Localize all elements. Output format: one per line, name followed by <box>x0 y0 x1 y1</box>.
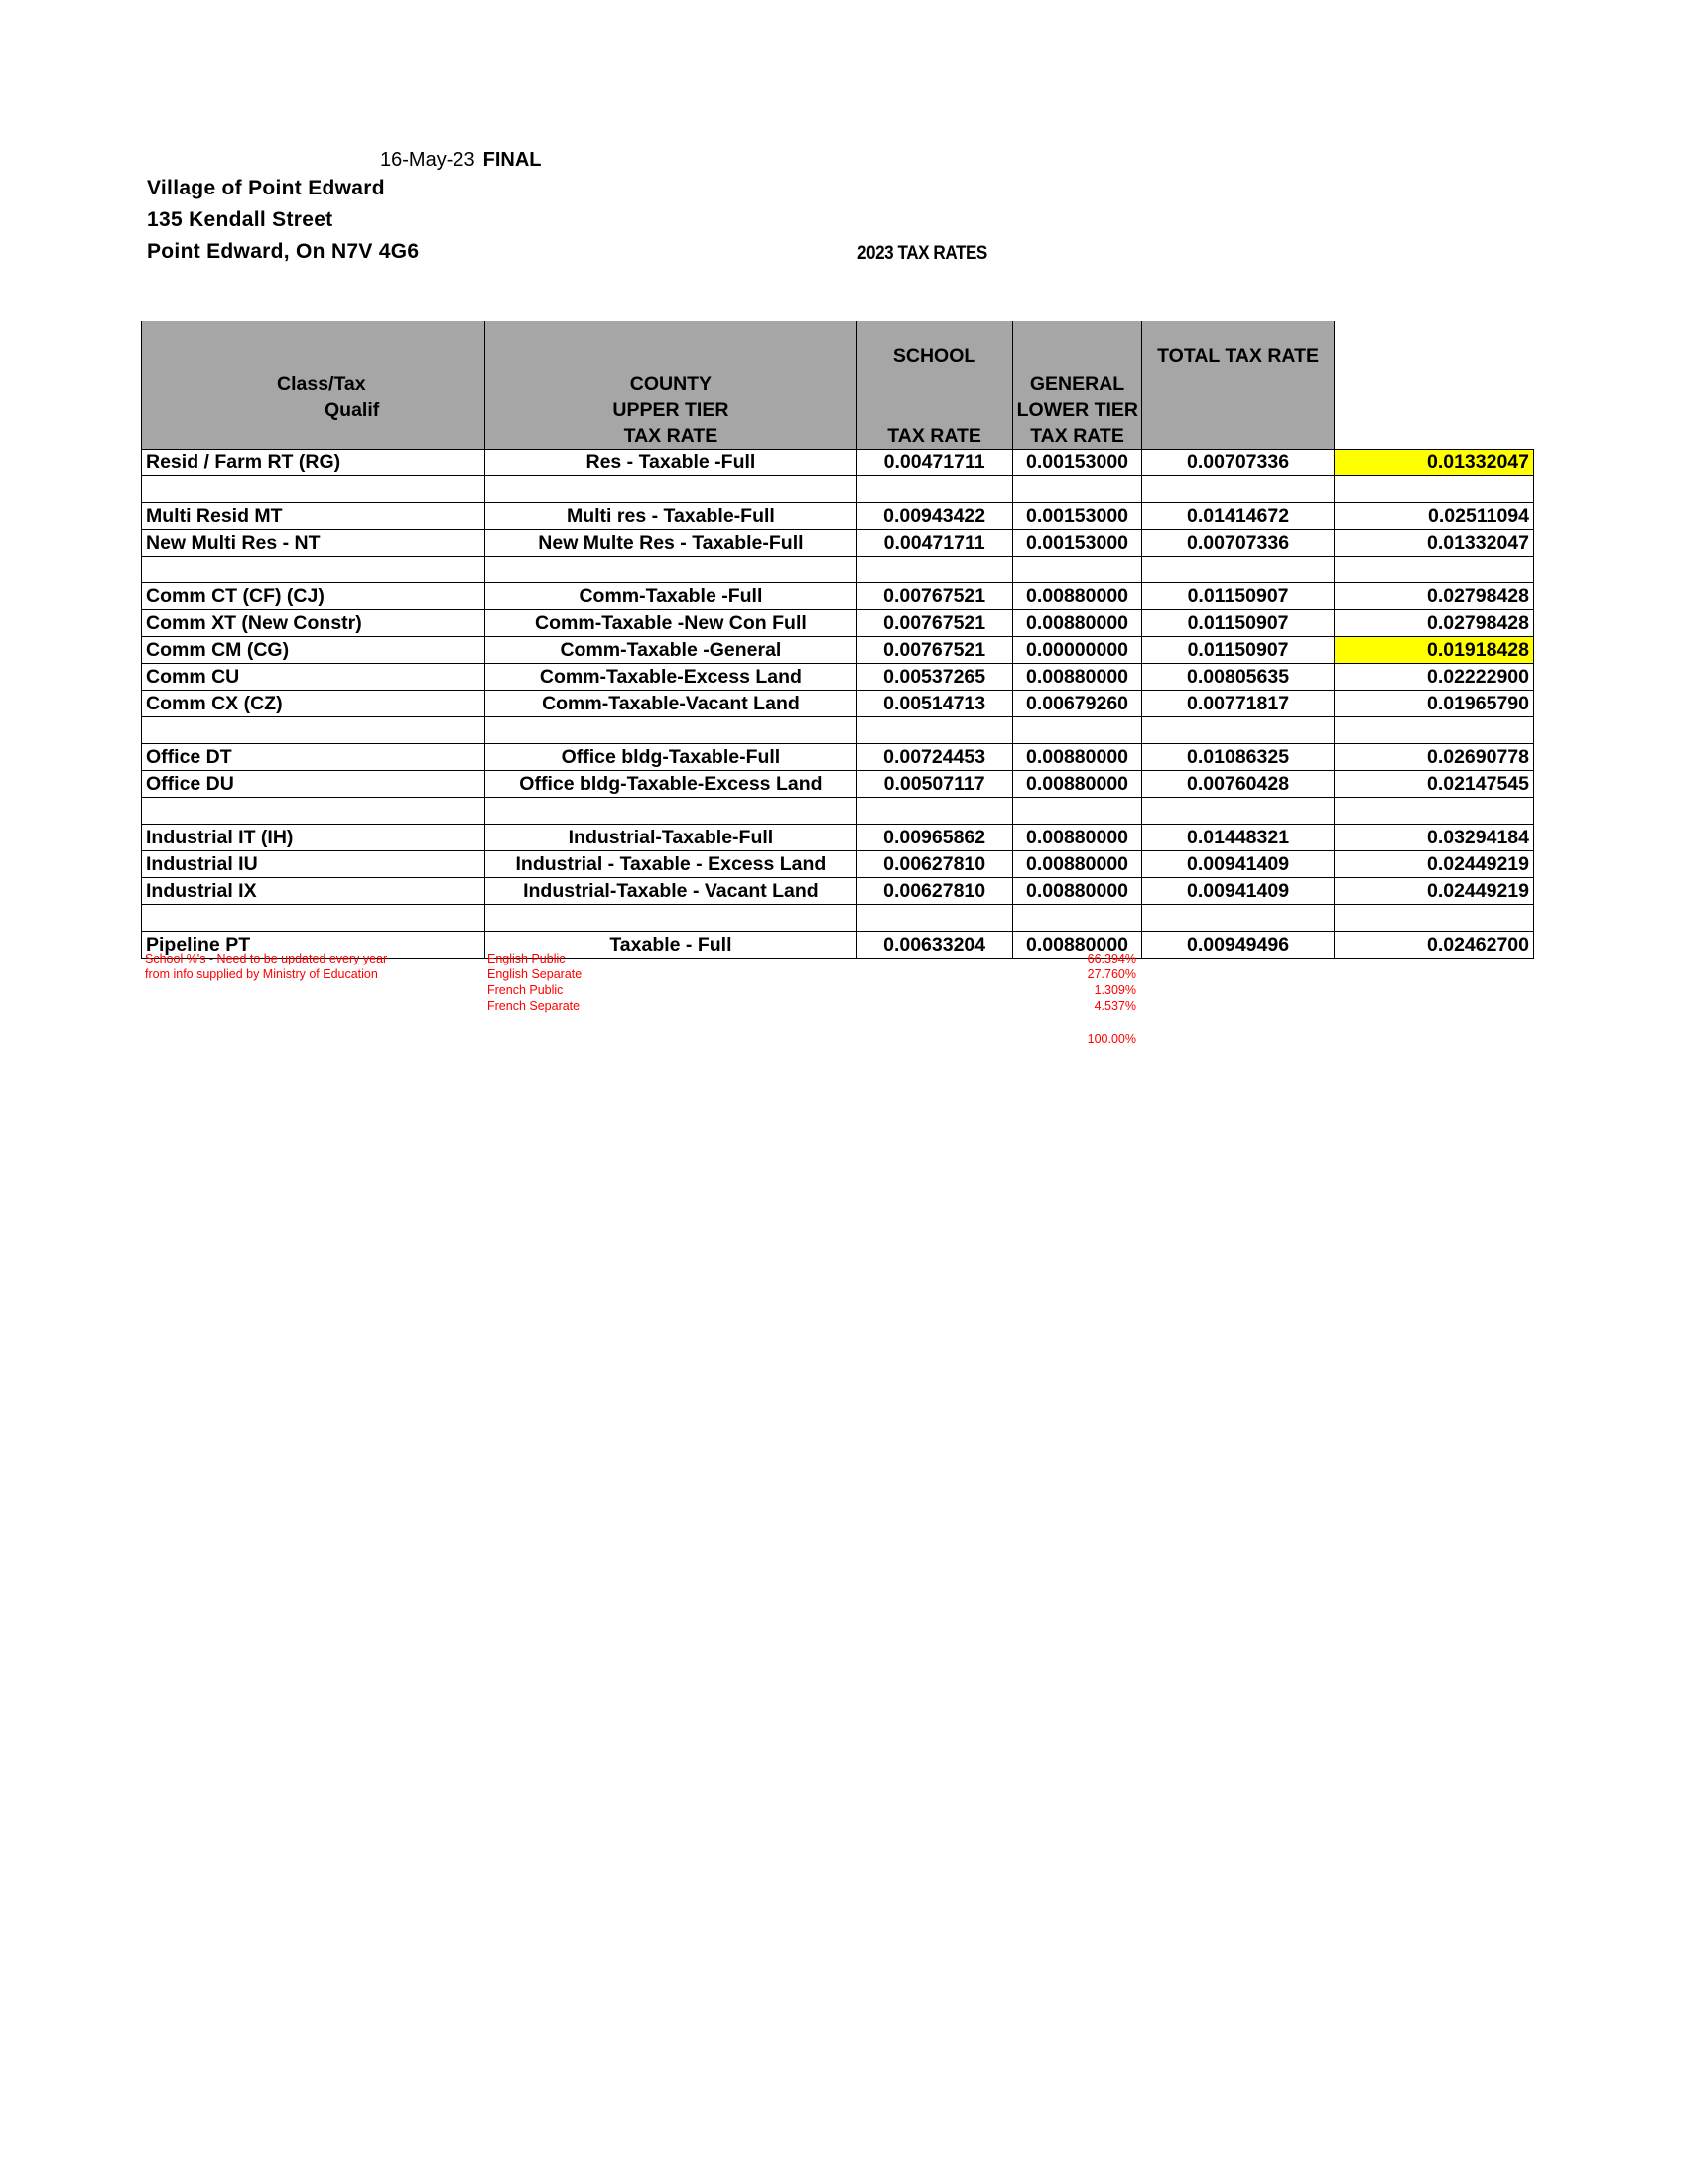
county-rate-cell: 0.00633204 <box>856 932 1012 959</box>
table-spacer-row <box>142 476 1534 503</box>
class-cell: Comm CX (CZ) <box>142 691 485 717</box>
class-cell: New Multi Res - NT <box>142 530 485 557</box>
qualif-cell: Office bldg-Taxable-Excess Land <box>485 771 856 798</box>
class-cell: Multi Resid MT <box>142 503 485 530</box>
general-rate-cell: 0.00760428 <box>1142 771 1334 798</box>
table-spacer-row <box>142 557 1534 583</box>
class-cell: Industrial IU <box>142 851 485 878</box>
table-row <box>142 878 1534 905</box>
general-rate-cell: 0.00805635 <box>1142 664 1334 691</box>
class-cell <box>142 798 485 825</box>
school-rate-cell: 0.00153000 <box>1012 503 1142 530</box>
report-date-line <box>380 149 542 172</box>
table-row <box>142 691 1534 717</box>
county-rate-cell <box>856 798 1012 825</box>
total-rate-cell: 0.01332047 <box>1334 450 1533 476</box>
qualif-cell: Office bldg-Taxable-Full <box>485 744 856 771</box>
class-cell <box>142 717 485 744</box>
table-row <box>142 744 1534 771</box>
qualif-cell <box>485 798 856 825</box>
table-row <box>142 583 1534 610</box>
school-board-percentages <box>1032 951 1136 1014</box>
school-note <box>145 951 387 982</box>
header-county-line2: UPPER TIER <box>612 399 729 421</box>
county-rate-cell: 0.00627810 <box>856 851 1012 878</box>
table-row <box>142 450 1534 476</box>
class-cell: Industrial IT (IH) <box>142 825 485 851</box>
county-rate-cell <box>856 905 1012 932</box>
general-rate-cell: 0.01086325 <box>1142 744 1334 771</box>
report-status: FINAL <box>482 149 542 171</box>
header-general-line3: TAX RATE <box>1030 425 1124 447</box>
general-rate-cell: 0.01150907 <box>1142 610 1334 637</box>
school-rate-cell: 0.00880000 <box>1012 610 1142 637</box>
school-rate-cell <box>1012 905 1142 932</box>
total-rate-cell: 0.03294184 <box>1334 825 1533 851</box>
county-rate-cell: 0.00767521 <box>856 610 1012 637</box>
total-rate-cell <box>1334 905 1533 932</box>
qualif-cell: New Multe Res - Taxable-Full <box>485 530 856 557</box>
qualif-cell: Multi res - Taxable-Full <box>485 503 856 530</box>
general-rate-cell: 0.00941409 <box>1142 878 1334 905</box>
header-class-line2: Qualif <box>325 399 380 421</box>
county-rate-cell: 0.00767521 <box>856 583 1012 610</box>
total-rate-cell: 0.01918428 <box>1334 637 1533 664</box>
general-rate-cell: 0.00949496 <box>1142 932 1334 959</box>
header-county-line1: COUNTY <box>629 373 713 395</box>
total-rate-cell: 0.02147545 <box>1334 771 1533 798</box>
school-rate-cell: 0.00679260 <box>1012 691 1142 717</box>
table-row <box>142 503 1534 530</box>
header-total: TOTAL TAX RATE <box>1142 321 1334 450</box>
report-date: 16-May-23 <box>380 149 475 171</box>
county-rate-cell: 0.00507117 <box>856 771 1012 798</box>
class-cell <box>142 905 485 932</box>
header-school-line1: SCHOOL <box>892 345 976 367</box>
school-rate-cell: 0.00880000 <box>1012 932 1142 959</box>
general-rate-cell: 0.01150907 <box>1142 637 1334 664</box>
school-board-pct: 27.760% <box>1087 967 1136 981</box>
general-rate-cell: 0.00771817 <box>1142 691 1334 717</box>
address-line-1: Village of Point Edward <box>147 177 385 199</box>
county-rate-cell: 0.00767521 <box>856 637 1012 664</box>
address-line-2: 135 Kendall Street <box>147 208 333 231</box>
county-rate-cell <box>856 717 1012 744</box>
county-rate-cell: 0.00471711 <box>856 450 1012 476</box>
school-board-total: 100.00% <box>1087 1032 1136 1046</box>
total-rate-cell: 0.02449219 <box>1334 878 1533 905</box>
school-rate-cell: 0.00880000 <box>1012 583 1142 610</box>
qualif-cell <box>485 905 856 932</box>
table-spacer-row <box>142 717 1534 744</box>
general-rate-cell <box>1142 798 1334 825</box>
total-rate-cell <box>1334 557 1533 583</box>
table-row <box>142 610 1534 637</box>
county-rate-cell <box>856 476 1012 503</box>
school-board-names <box>487 951 582 1014</box>
county-rate-cell: 0.00537265 <box>856 664 1012 691</box>
county-rate-cell: 0.00724453 <box>856 744 1012 771</box>
school-board-pct: 66.394% <box>1087 952 1136 965</box>
school-board-name: French Separate <box>487 999 581 1013</box>
school-board-name: English Public <box>487 952 566 965</box>
school-rate-cell: 0.00880000 <box>1012 878 1142 905</box>
school-rate-cell <box>1012 557 1142 583</box>
class-cell: Comm CT (CF) (CJ) <box>142 583 485 610</box>
school-rate-cell: 0.00153000 <box>1012 450 1142 476</box>
qualif-cell: Res - Taxable -Full <box>485 450 856 476</box>
qualif-cell <box>485 557 856 583</box>
header-class-qualif <box>142 321 485 450</box>
header-class-line1: Class/Tax <box>277 373 366 395</box>
qualif-cell: Comm-Taxable-Excess Land <box>485 664 856 691</box>
total-rate-cell: 0.02798428 <box>1334 583 1533 610</box>
table-row <box>142 664 1534 691</box>
total-rate-cell: 0.02798428 <box>1334 610 1533 637</box>
qualif-cell: Comm-Taxable-Vacant Land <box>485 691 856 717</box>
class-cell: Comm CM (CG) <box>142 637 485 664</box>
school-rate-cell: 0.00000000 <box>1012 637 1142 664</box>
page-title: 2023 TAX RATES <box>857 243 987 264</box>
qualif-cell: Industrial-Taxable - Vacant Land <box>485 878 856 905</box>
total-rate-cell: 0.02222900 <box>1334 664 1533 691</box>
general-rate-cell: 0.00707336 <box>1142 530 1334 557</box>
qualif-cell <box>485 476 856 503</box>
total-rate-cell <box>1334 798 1533 825</box>
header-school-line3: TAX RATE <box>887 425 981 447</box>
header-general-line1: GENERAL <box>1029 373 1125 395</box>
school-rate-cell: 0.00880000 <box>1012 851 1142 878</box>
school-board-name: French Public <box>487 983 564 997</box>
school-rate-cell <box>1012 476 1142 503</box>
address-line-3: Point Edward, On N7V 4G6 <box>147 240 420 263</box>
school-rate-cell <box>1012 717 1142 744</box>
table-row <box>142 771 1534 798</box>
general-rate-cell <box>1142 557 1334 583</box>
school-note-line1: School %'s - Need to be updated every year <box>145 952 388 965</box>
total-rate-cell: 0.01965790 <box>1334 691 1533 717</box>
school-rate-cell: 0.00880000 <box>1012 771 1142 798</box>
qualif-cell: Comm-Taxable -New Con Full <box>485 610 856 637</box>
class-cell: Office DT <box>142 744 485 771</box>
general-rate-cell <box>1142 717 1334 744</box>
general-rate-cell <box>1142 476 1334 503</box>
table-row <box>142 637 1534 664</box>
general-rate-cell: 0.01414672 <box>1142 503 1334 530</box>
county-rate-cell: 0.00943422 <box>856 503 1012 530</box>
general-rate-cell <box>1142 905 1334 932</box>
table-header-row <box>142 321 1534 450</box>
total-rate-cell <box>1334 717 1533 744</box>
total-rate-cell <box>1334 476 1533 503</box>
general-rate-cell: 0.00941409 <box>1142 851 1334 878</box>
table-row <box>142 530 1534 557</box>
total-rate-cell: 0.02511094 <box>1334 503 1533 530</box>
qualif-cell: Industrial-Taxable-Full <box>485 825 856 851</box>
class-cell: Pipeline PT <box>142 932 485 959</box>
header-school <box>856 321 1012 450</box>
school-board-pct: 4.537% <box>1094 999 1136 1013</box>
qualif-cell: Industrial - Taxable - Excess Land <box>485 851 856 878</box>
total-rate-cell: 0.02690778 <box>1334 744 1533 771</box>
class-cell <box>142 476 485 503</box>
county-rate-cell: 0.00471711 <box>856 530 1012 557</box>
school-note-line2: from info supplied by Ministry of Education <box>145 967 378 981</box>
header-general-line2: LOWER TIER <box>1016 399 1139 421</box>
table-spacer-row <box>142 905 1534 932</box>
class-cell: Office DU <box>142 771 485 798</box>
county-rate-cell: 0.00627810 <box>856 878 1012 905</box>
table-row <box>142 825 1534 851</box>
school-rate-cell: 0.00880000 <box>1012 744 1142 771</box>
class-cell: Resid / Farm RT (RG) <box>142 450 485 476</box>
general-rate-cell: 0.01150907 <box>1142 583 1334 610</box>
school-board-pct: 1.309% <box>1094 983 1136 997</box>
total-rate-cell: 0.02449219 <box>1334 851 1533 878</box>
class-cell: Comm XT (New Constr) <box>142 610 485 637</box>
school-rate-cell: 0.00880000 <box>1012 664 1142 691</box>
county-rate-cell <box>856 557 1012 583</box>
class-cell: Comm CU <box>142 664 485 691</box>
class-cell: Industrial IX <box>142 878 485 905</box>
qualif-cell: Taxable - Full <box>485 932 856 959</box>
qualif-cell: Comm-Taxable -Full <box>485 583 856 610</box>
school-board-name: English Separate <box>487 967 583 981</box>
general-rate-cell: 0.01448321 <box>1142 825 1334 851</box>
header-general <box>1012 321 1142 450</box>
header-county-line3: TAX RATE <box>623 425 718 447</box>
tax-rates-table <box>141 321 1534 959</box>
total-rate-cell: 0.01332047 <box>1334 530 1533 557</box>
qualif-cell <box>485 717 856 744</box>
school-rate-cell: 0.00153000 <box>1012 530 1142 557</box>
general-rate-cell: 0.00707336 <box>1142 450 1334 476</box>
total-rate-cell: 0.02462700 <box>1334 932 1533 959</box>
qualif-cell: Comm-Taxable -General <box>485 637 856 664</box>
header-county <box>485 321 856 450</box>
school-rate-cell <box>1012 798 1142 825</box>
county-rate-cell: 0.00965862 <box>856 825 1012 851</box>
class-cell <box>142 557 485 583</box>
table-row <box>142 851 1534 878</box>
county-rate-cell: 0.00514713 <box>856 691 1012 717</box>
table-spacer-row <box>142 798 1534 825</box>
school-rate-cell: 0.00880000 <box>1012 825 1142 851</box>
